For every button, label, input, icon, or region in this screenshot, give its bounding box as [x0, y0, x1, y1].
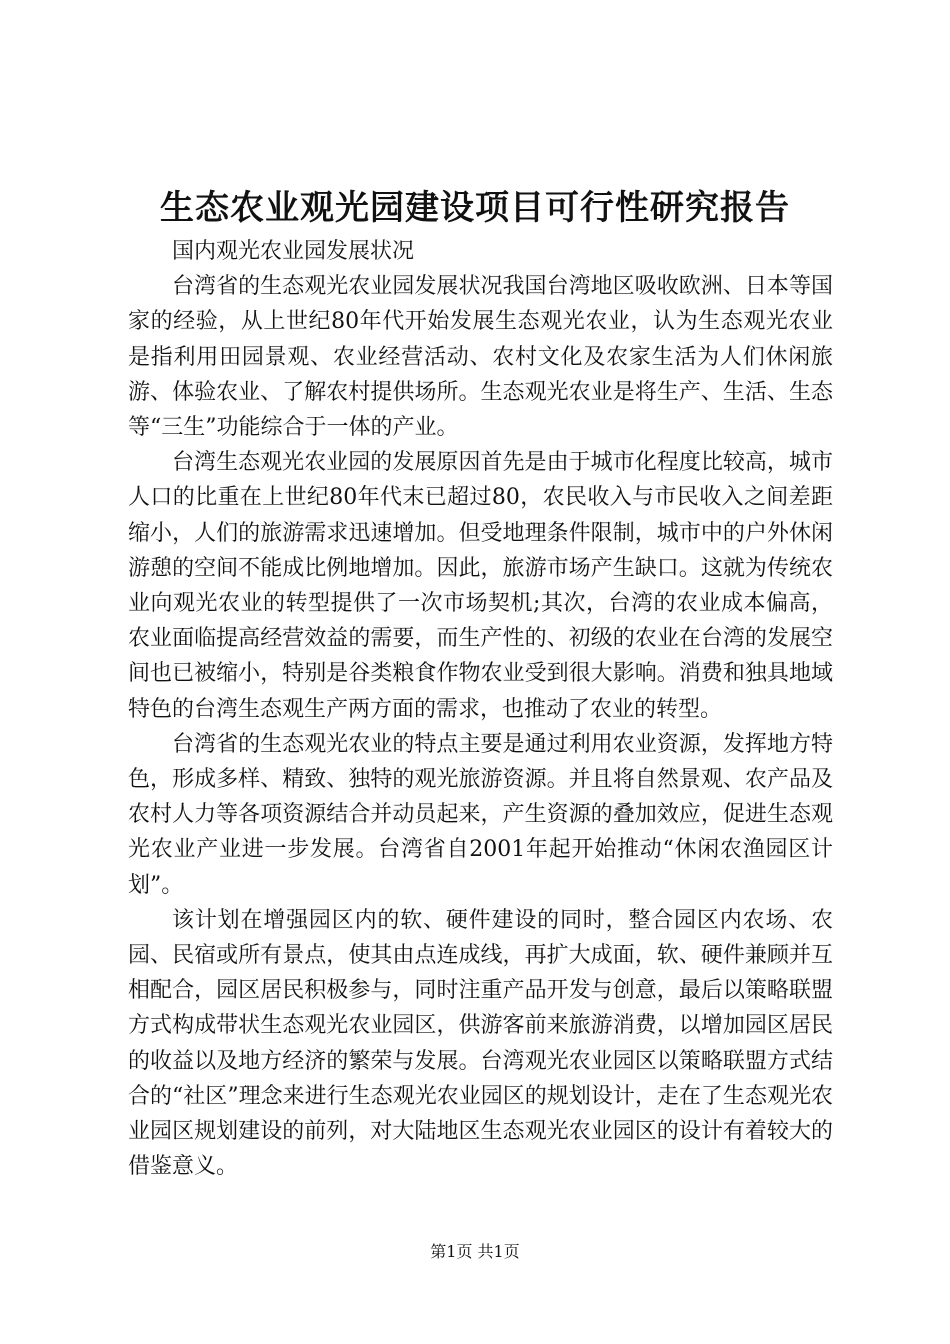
- paragraph: 台湾省的生态观光农业园发展状况我国台湾地区吸收欧洲、日本等国家的经验，从上世纪80年代开始发展生态观光农业，认为生态观光农业是指利用田园景观、农业经营活动、农村文化及农家生活为人们休闲旅游、体验农业、了解农村提供场所。生态观光农业是将生产、生活、生态等“三生”功能综合于一体的产业。: [128, 274, 833, 441]
- paragraph: 台湾省的生态观光农业的特点主要是通过利用农业资源，发挥地方特色，形成多样、精致、独特的观光旅游资源。并且将自然景观、农产品及农村人力等各项资源结合并动员起来，产生资源的叠加效应，促进生态观光农业产业进一步发展。台湾省自2001年起开始推动“休闲农渔园区计划”。: [128, 731, 833, 898]
- document-body: [128, 234, 833, 1184]
- paragraph: 台湾生态观光农业园的发展原因首先是由于城市化程度比较高，城市人口的比重在上世纪80年代末已超过80，农民收入与市民收入之间差距缩小，人们的旅游需求迅速增加。但受地理条件限制，城市中的户外休闲游憩的空间不能成比例地增加。因此，旅游市场产生缺口。这就为传统农业向观光农业的转型提供了一次市场契机;其次，台湾的农业成本偏高，农业面临提高经营效益的需要，而生产性的、初级的农业在台湾的发展空间也已被缩小，特别是谷类粮食作物农业受到很大影响。消费和独具地域特色的台湾生态观生产两方面的需求，也推动了农业的转型。: [128, 450, 833, 722]
- section-heading: 国内观光农业园发展状况: [172, 239, 415, 264]
- page-number: 第1页 共1页: [430, 1242, 520, 1261]
- paragraph: 该计划在增强园区内的软、硬件建设的同时，整合园区内农场、农园、民宿或所有景点，使其由点连成线，再扩大成面，软、硬件兼顾并互相配合，园区居民积极参与，同时注重产品开发与创意，最后以策略联盟方式构成带状生态观光农业园区，供游客前来旅游消费，以增加园区居民的收益以及地方经济的繁荣与发展。台湾观光农业园区以策略联盟方式结合的“社区”理念来进行生态观光农业园区的规划设计，走在了生态观光农业园区规划建设的前列，对大陆地区生态观光农业园区的设计有着较大的借鉴意义。: [128, 907, 833, 1180]
- page-footer: [0, 1240, 950, 1264]
- page-title: 生态农业观光园建设项目可行性研究报告: [160, 188, 790, 228]
